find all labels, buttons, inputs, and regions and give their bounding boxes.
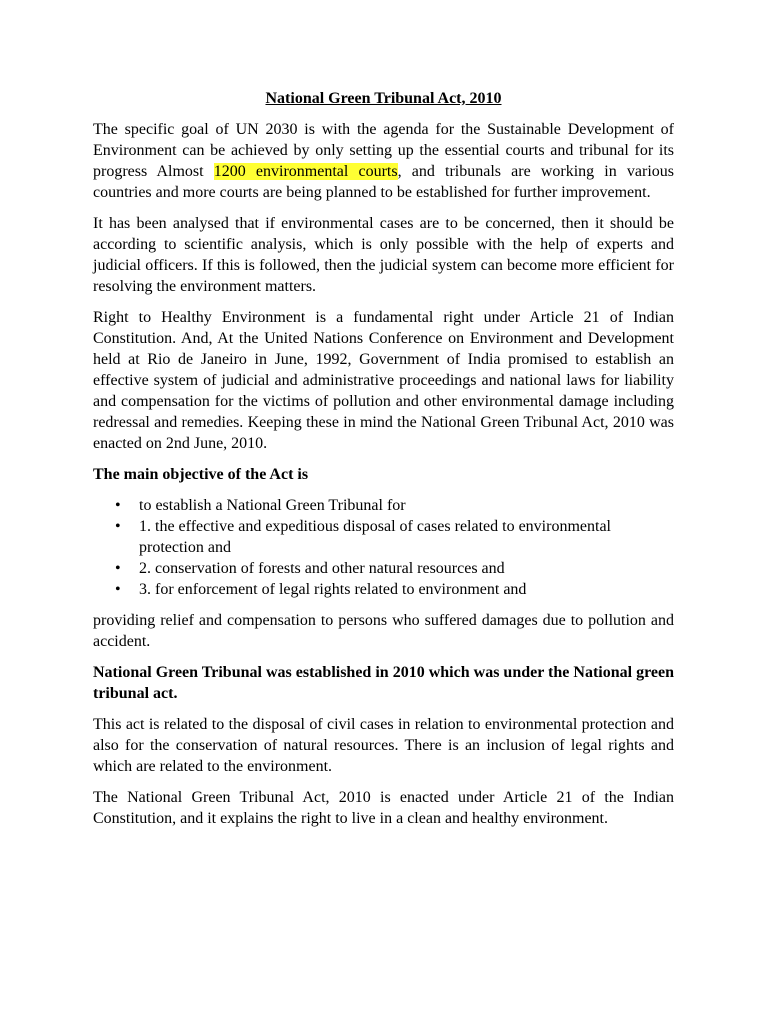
list-item-text: 3. for enforcement of legal rights related to environment and (139, 581, 527, 598)
document-page (93, 88, 674, 839)
objective-heading: The main objective of the Act is (93, 466, 309, 483)
bullet-icon: • (115, 581, 121, 598)
bullet-icon: • (115, 560, 121, 577)
paragraph-scientific-analysis: It has been analysed that if environmental cases are to be concerned, then it should be according to scientific analysis, which is only possible with the help of experts and judicial officers. If this is followed, then the judicial system can become more efficient for resolving the environment matters. (93, 215, 674, 295)
list-item (93, 558, 674, 579)
paragraph-ngt-established: National Green Tribunal was established in 2010 which was under the National green tribunal act. (93, 664, 674, 702)
highlighted-text: 1200 environmental courts (213, 163, 398, 180)
paragraph-text: , and tribunals are working in various countries and more courts are being planned to be established for further improvement. (93, 163, 675, 201)
list-item-text: 2. conservation of forests and other natural resources and (139, 560, 505, 577)
list-item (93, 495, 674, 516)
paragraph-text: The specific goal of UN 2030 is with the agenda for the Sustainable Development of Environment can be achieved by only setting up the essential courts and tribunal for its progress Almost (93, 121, 674, 180)
list-item-text: 1. the effective and expeditious disposal of cases related to environmental protection and (139, 518, 611, 556)
paragraph-un-2030-goal (93, 119, 674, 203)
list-item-text: to establish a National Green Tribunal for (139, 497, 406, 514)
list-item (93, 579, 674, 600)
paragraph-right-to-healthy-environment: Right to Healthy Environment is a fundamental right under Article 21 of Indian Constitution. And, At the United Nations Conference on Environment and Development held at Rio de Janeiro in June, 1992, Government of India promised to establish an effective system of judicial and administrative proceedings and national laws for liability and compensation for the victims of pollution and other environmental damage including redressal and remedies. Keeping these in mind the National Green Tribunal Act, 2010 was enacted on 2nd June, 2010. (93, 309, 674, 452)
bullet-icon: • (115, 518, 121, 535)
list-item (93, 516, 674, 558)
paragraph-article-21: The National Green Tribunal Act, 2010 is enacted under Article 21 of the Indian Constitution, and it explains the right to live in a clean and healthy environment. (93, 789, 674, 827)
paragraph-relief-compensation: providing relief and compensation to persons who suffered damages due to pollution and accident. (93, 612, 674, 650)
bullet-icon: • (115, 497, 121, 514)
document-title: National Green Tribunal Act, 2010 (265, 90, 502, 107)
paragraph-civil-cases: This act is related to the disposal of civil cases in relation to environmental protection and also for the conservation of natural resources. There is an inclusion of legal rights and which are related to the environment. (93, 716, 674, 775)
objectives-list (93, 495, 674, 600)
